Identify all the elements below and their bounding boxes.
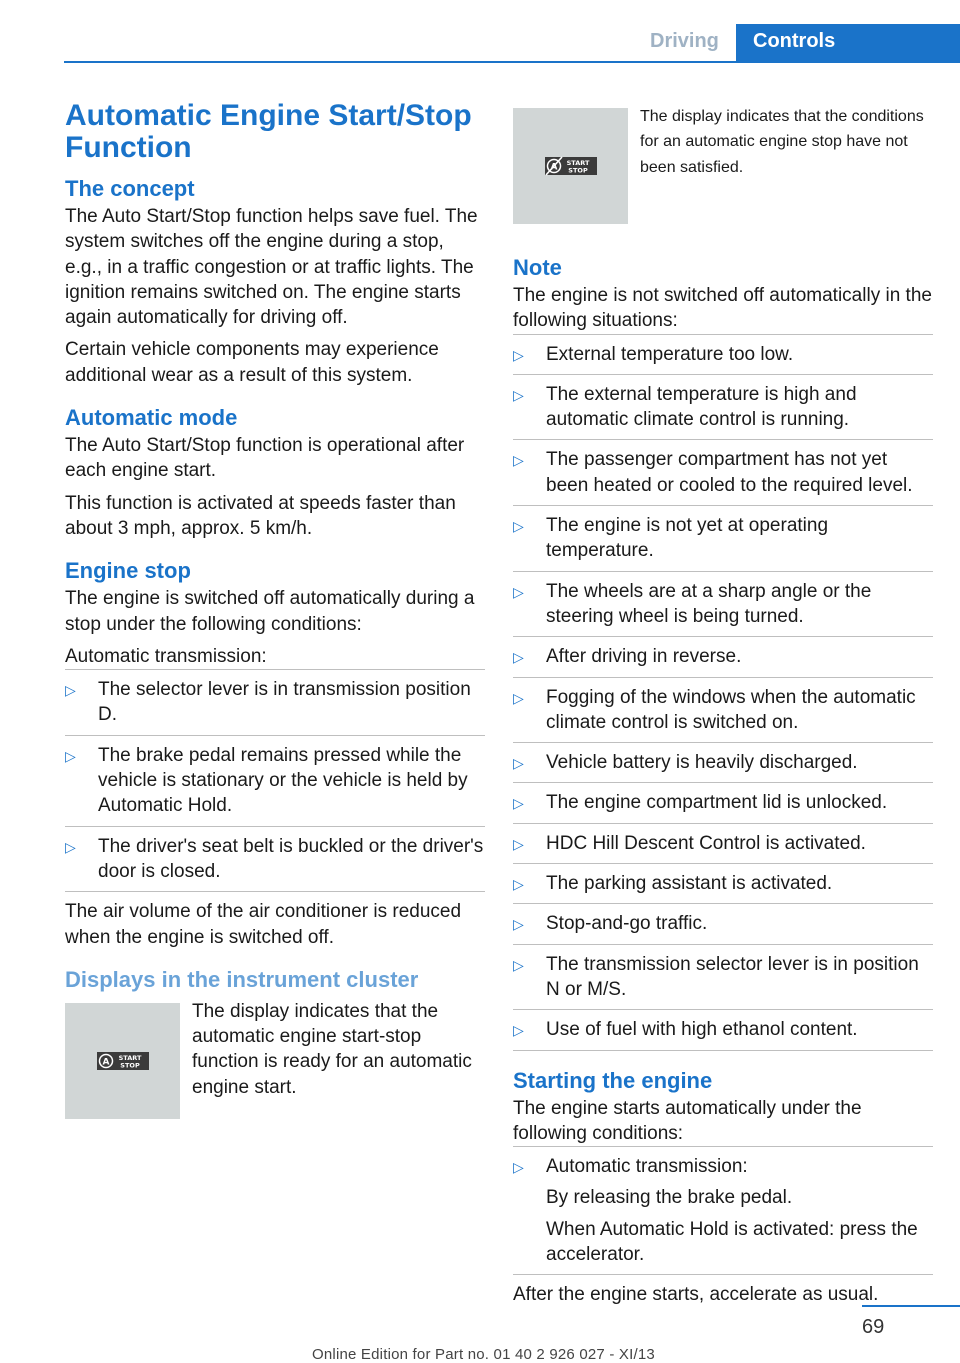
svg-text:START: START [118, 1053, 141, 1062]
auto-mode-paragraph-1: The Auto Start/Stop function is operational after each engine start. [65, 435, 465, 482]
triangle-bullet-icon: ▷ [513, 518, 524, 535]
list-item: ▷ The engine compartment lid is unlocked. [513, 782, 933, 822]
display-ready-block [65, 1000, 485, 1119]
list-item: ▷ After driving in reverse. [513, 636, 933, 676]
list-item: ▷ External temperature too low. [513, 334, 933, 374]
triangle-bullet-icon: ▷ [513, 689, 524, 706]
svg-text:STOP: STOP [119, 1061, 140, 1070]
list-item: ▷ The transmission selector lever is in position N or M/S. [513, 944, 933, 1010]
footer-rule [862, 1305, 960, 1307]
list-item: ▷ The parking assistant is activated. [513, 863, 933, 903]
concept-paragraph-2: Certain vehicle components may experience additional wear as a result of this system. [65, 339, 439, 386]
heading-note: Note [513, 255, 562, 280]
starting-sub-2: When Automatic Hold is activated: press the accelerator. [546, 1218, 918, 1266]
footer-edition: Online Edition for Part no. 01 40 2 926 027 - XI/13 [312, 1346, 655, 1363]
concept-paragraph-1: The Auto Start/Stop function helps save fuel. The system switches off the engine during a stop, e.g., in a traffic congestion or at traffic lights. The ignition remains switched on. The engine starts again automatically for driving off. [65, 206, 478, 329]
list-item: ▷ Fogging of the windows when the automatic climate control is switched on. [513, 677, 933, 743]
triangle-bullet-icon: ▷ [65, 747, 76, 764]
heading-starting-engine: Starting the engine [513, 1067, 713, 1093]
svg-text:A: A [102, 1057, 109, 1068]
triangle-bullet-icon: ▷ [513, 452, 524, 469]
triangle-bullet-icon: ▷ [513, 386, 524, 403]
page-title: Automatic Engine Start/Stop Function [65, 99, 472, 164]
list-item: ▷ The wheels are at a sharp angle or the steering wheel is being turned. [513, 571, 933, 637]
triangle-bullet-icon: ▷ [513, 835, 524, 852]
list-item: ▷ Automatic transmission: By releasing the brake pedal. When Automatic Hold is activated: press the accelerator. [513, 1146, 933, 1275]
triangle-bullet-icon: ▷ [513, 649, 524, 666]
note-list [513, 334, 933, 1051]
triangle-bullet-icon: ▷ [513, 1159, 524, 1176]
triangle-bullet-icon: ▷ [513, 583, 524, 600]
list-item: ▷ The external temperature is high and automatic climate control is running. [513, 374, 933, 440]
list-item: ▷ The selector lever is in transmission position D. [65, 669, 485, 735]
right-column [513, 253, 933, 1315]
start-stop-icon [97, 1049, 149, 1073]
triangle-bullet-icon: ▷ [513, 795, 524, 812]
left-column [65, 100, 485, 1119]
auto-mode-paragraph-2: This function is activated at speeds faster than about 3 mph, approx. 5 km/h. [65, 492, 456, 539]
svg-text:STOP: STOP [567, 166, 588, 175]
start-stop-crossed-image [513, 108, 628, 224]
svg-text:A: A [550, 162, 557, 173]
starting-sub-1: By releasing the brake pedal. [546, 1187, 793, 1209]
starting-paragraph-2: After the engine starts, accelerate as usual. [513, 1284, 879, 1306]
list-item: ▷ HDC Hill Descent Control is activated. [513, 823, 933, 863]
triangle-bullet-icon: ▷ [65, 838, 76, 855]
page-number: 69 [862, 1316, 885, 1338]
header-chapter-tab: Controls [736, 24, 960, 62]
svg-text:START: START [566, 159, 589, 167]
display-not-satisfied-block [513, 108, 933, 224]
display-ready-text: The display indicates that the automatic engine start-stop function is ready for an automatic engine start. [192, 1000, 472, 1098]
heading-automatic-mode: Automatic mode [65, 405, 238, 431]
triangle-bullet-icon: ▷ [513, 916, 524, 933]
triangle-bullet-icon: ▷ [513, 346, 524, 363]
engine-stop-paragraph-1: The engine is switched off automatically during a stop under the following conditions: [65, 588, 475, 635]
note-paragraph: The engine is not switched off automatically in the following situations: [513, 285, 932, 332]
list-item: ▷ Stop-and-go traffic. [513, 903, 933, 943]
list-item: ▷ The passenger compartment has not yet been heated or cooled to the required level. [513, 439, 933, 505]
heading-concept: The concept [65, 176, 195, 201]
list-item: ▷ Use of fuel with high ethanol content. [513, 1009, 933, 1050]
heading-displays: Displays in the instrument cluster [65, 966, 419, 992]
list-item: ▷ Vehicle battery is heavily discharged. [513, 742, 933, 782]
start-stop-crossed-icon [545, 154, 597, 178]
triangle-bullet-icon: ▷ [513, 956, 524, 973]
list-item: ▷ The brake pedal remains pressed while the vehicle is stationary or the vehicle is held by Automatic Hold. [65, 735, 485, 826]
engine-stop-paragraph-2: Automatic transmission: [65, 645, 267, 667]
triangle-bullet-icon: ▷ [513, 876, 524, 893]
triangle-bullet-icon: ▷ [513, 755, 524, 772]
triangle-bullet-icon: ▷ [513, 1022, 524, 1039]
heading-engine-stop: Engine stop [65, 558, 191, 584]
engine-stop-list [65, 669, 485, 892]
start-stop-ready-image [65, 1003, 180, 1119]
starting-paragraph-1: The engine starts automatically under the following conditions: [513, 1097, 862, 1144]
list-item: ▷ The driver's seat belt is buckled or the driver's door is closed. [65, 826, 485, 893]
header-rule [64, 61, 960, 63]
engine-stop-paragraph-3: The air volume of the air conditioner is reduced when the engine is switched off. [65, 901, 462, 948]
triangle-bullet-icon: ▷ [65, 682, 76, 699]
starting-list [513, 1146, 933, 1275]
list-item: ▷ The engine is not yet at operating temperature. [513, 505, 933, 571]
header-section-label: Driving [650, 30, 719, 52]
display-not-satisfied-text: The display indicates that the conditions for an automatic engine stop have not been satisfied. [640, 108, 924, 176]
